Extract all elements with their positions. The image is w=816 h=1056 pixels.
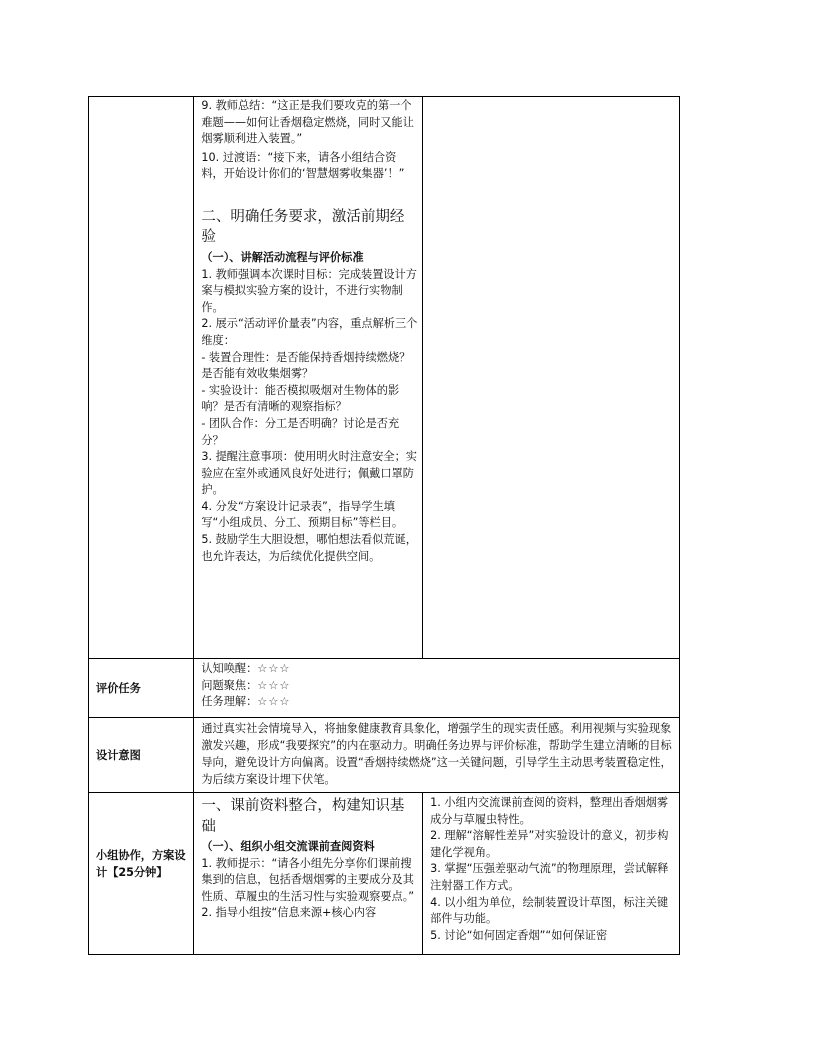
- evaluation-item-name: 认知唤醒：: [201, 662, 258, 675]
- list-item: 2. 展示“活动评价量表”内容，重点解析三个维度：: [201, 317, 418, 347]
- empty-cell: [423, 97, 680, 659]
- list-item: 5. 鼓励学生大胆设想，哪怕想法看似荒诞，也允许表达，为后续优化提供空间。: [201, 533, 417, 563]
- list-item: 1. 小组内交流课前查阅的资料，整理出香烟烟雾成分与草履虫特性。: [430, 796, 669, 826]
- group-work-label: 小组协作，方案设计【25分钟】: [96, 849, 186, 879]
- paragraph: 10. 过渡语：“接下来，请各小组结合资料，开始设计你们的‘智慧烟雾收集器’！”: [201, 150, 405, 181]
- evaluation-item-name: 问题聚焦：: [201, 678, 258, 692]
- list-item: 3. 提醒注意事项：使用明火时注意安全；实验应在室外或通风良好处进行；佩戴口罩防护。: [201, 450, 417, 497]
- teacher-activity-cell: [194, 97, 423, 659]
- list-item: 1. 教师强调本次课时目标：完成装置设计方案与模拟实验方案的设计，不进行实物制作。: [201, 267, 417, 314]
- list-item: - 实验设计：能否模拟吸烟对生物体的影响？是否有清晰的观察指标？: [201, 383, 400, 414]
- list-item: 4. 分发“方案设计记录表”，指导学生填写“小组成员、分工、预期目标”等栏目。: [201, 499, 404, 530]
- table-row: [89, 659, 680, 718]
- star-rating: ☆☆☆: [257, 695, 291, 709]
- star-rating: ☆☆☆: [257, 662, 291, 675]
- design-intent-label: 设计意图: [96, 748, 141, 762]
- label-cell: [89, 718, 194, 793]
- design-intent-cell: [194, 718, 680, 793]
- lesson-plan-table: [88, 96, 680, 955]
- list-item: 5. 讨论“如何固定香烟”“如何保证密: [430, 928, 608, 942]
- evaluation-item: [201, 661, 675, 678]
- table-row: [89, 97, 680, 659]
- evaluation-item: [201, 678, 675, 695]
- section-heading: 一、课前资料整合，构建知识基础: [201, 798, 405, 835]
- list-item: 2. 指导小组按“信息来源+核心内容: [201, 906, 377, 920]
- list-item: 3. 掌握“压强差驱动气流”的物理原理，尝试解释注射器工作方式。: [430, 862, 669, 892]
- list-item: 2. 理解“溶解性差异”对实验设计的意义，初步构建化学视角。: [430, 829, 669, 859]
- label-cell: [89, 793, 194, 955]
- evaluation-item-name: 任务理解：: [201, 695, 258, 709]
- evaluation-cell: [194, 659, 680, 718]
- list-item: - 装置合理性：是否能保持香烟持续燃烧？是否能有效收集烟雾？: [201, 350, 411, 381]
- table-row: [89, 718, 680, 793]
- subsection-heading: （一）、组织小组交流课前查阅资料: [201, 840, 375, 853]
- list-item: 1. 教师提示：“请各小组先分享你们课前搜集到的信息，包括香烟烟雾的主要成分及其性质、草履虫的生活习性与实验观察要点。”: [201, 856, 415, 903]
- teacher-activity-cell: [194, 793, 423, 955]
- subsection-heading: （一）、讲解活动流程与评价标准: [201, 250, 364, 264]
- paragraph: 9. 教师总结：“这正是我们要攻克的第一个难题——如何让香烟稳定燃烧，同时又能让烟雾顺利进入装置。”: [201, 99, 414, 146]
- list-item: 4. 以小组为单位，绘制装置设计草图，标注关键部件与功能。: [430, 895, 669, 926]
- student-activity-cell: [423, 793, 680, 955]
- empty-cell: [89, 97, 194, 659]
- list-item: - 团队合作：分工是否明确？讨论是否充分？: [201, 416, 400, 447]
- evaluation-label: 评价任务: [96, 681, 141, 695]
- label-cell: [89, 659, 194, 718]
- table-row: [89, 793, 680, 955]
- star-rating: ☆☆☆: [257, 678, 291, 692]
- section-heading: 二、明确任务要求，激活前期经验: [201, 208, 405, 246]
- design-intent-text: 通过真实社会情境导入，将抽象健康教育具象化，增强学生的现实责任感。利用视频与实验现象激发兴趣，形成“我要探究”的内在驱动力。明确任务边界与评价标准，帮助学生建立清晰的目标导向，避免设计方向偏离。设置“香烟持续燃烧”这一关键问题，引导学生主动思考装置稳定性，为后续方案设计埋下伏笔。: [201, 722, 672, 786]
- evaluation-item: [201, 694, 675, 711]
